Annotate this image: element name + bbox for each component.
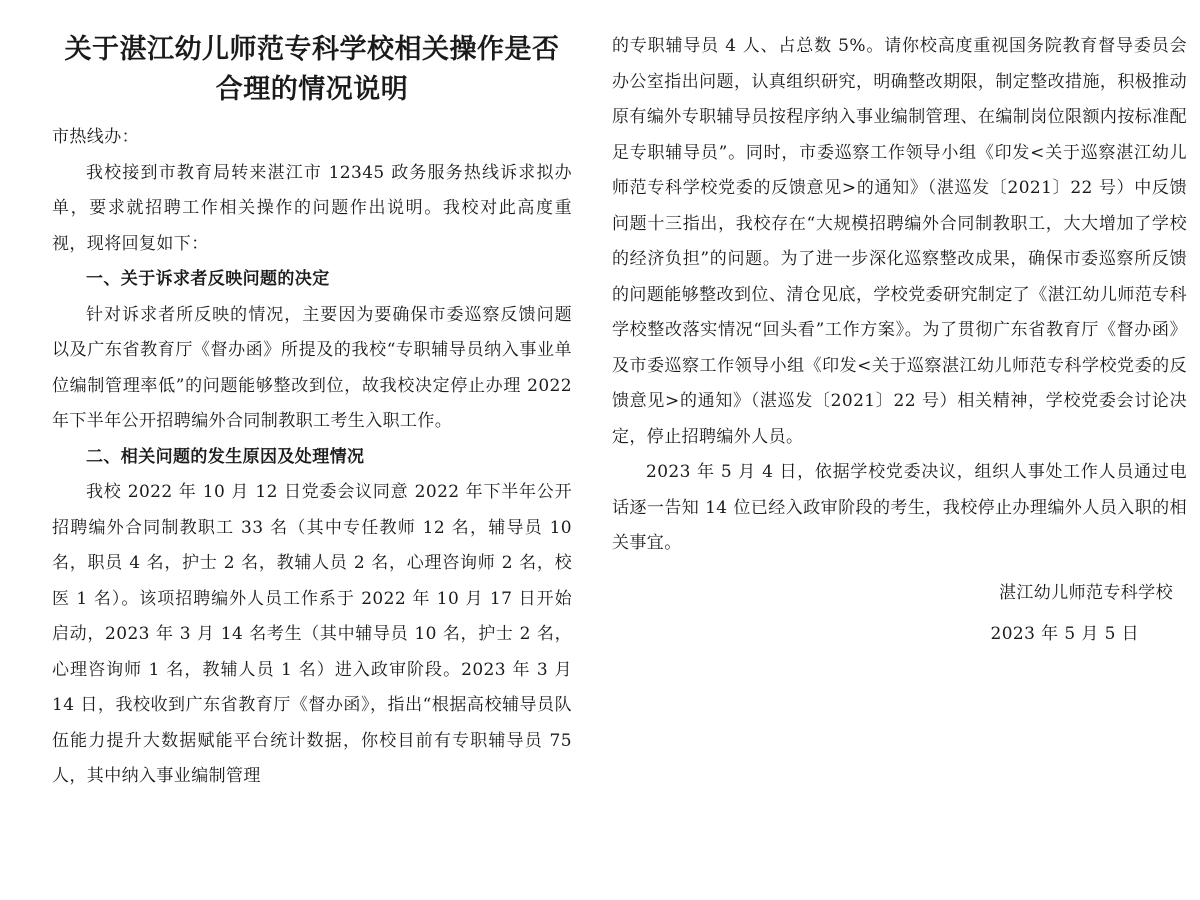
section-2-paragraph-part-2: 的专职辅导员 4 人、占总数 5%。请你校高度重视国务院教育督导委员会办公室指出问题，认真组织研究，明确整改期限，制定整改措施，积极推动原有编外专职辅导员按程序纳入事业编制管理、在编制岗位限额内按标准配足专职辅导员”。同时，市委巡察工作领导小组《印发<关于巡察湛江幼儿师范专科学校党委的反馈意见>的通知》（湛巡发〔2021〕22 号）中反馈问题十三指出，我校存在“大规模招聘编外合同制教职工，大大增加了学校的经济负担”的问题。为了进一步深化巡察整改成果，确保市委巡察所反馈的问题能够整改到位、清仓见底，学校党委研究制定了《湛江幼儿师范专科学校整改落实情况“回头看”工作方案》。为了贯彻广东省教育厅《督办函》及市委巡察工作领导小组《印发<关于巡察湛江幼儿师范专科学校党委的反馈意见>的通知》（湛巡发〔2021〕22 号）相关精神，学校党委会讨论决定，停止招聘编外人员。	[612, 36, 1187, 447]
salutation: 市热线办：	[52, 127, 139, 147]
closing-paragraph: 2023 年 5 月 4 日，依据学校党委决议，组织人事处工作人员通过电话逐一告知 14 位已经入政审阶段的考生，我校停止办理编外人员入职的相关事宜。	[612, 462, 1187, 553]
section-1-heading: 一、关于诉求者反映问题的决定	[86, 269, 330, 289]
intro-paragraph: 我校接到市教育局转来湛江市 12345 政务服务热线诉求拟办单，要求就招聘工作相关操作的问题作出说明。我校对此高度重视，现将回复如下：	[52, 162, 572, 254]
left-body	[52, 120, 572, 795]
right-column	[612, 0, 1187, 653]
title-line-1: 关于湛江幼儿师范专科学校相关操作是否	[64, 34, 560, 65]
signature-date: 2023 年 5 月 5 日	[990, 624, 1139, 644]
section-2-paragraph-part-1: 我校 2022 年 10 月 12 日党委会议同意 2022 年下半年公开招聘编外合同制教职工 33 名（其中专任教师 12 名，辅导员 10 名，职员 4 名，护士 2 名，教辅人员 2 名，心理咨询师 2 名，校医 1 名）。该项招聘编外人员工作系于 2022 年 10 月 17 日开始启动，2023 年 3 月 14 名考生（其中辅导员 10 名，护士 2 名，心理咨询师 1 名，教辅人员 1 名）进入政审阶段。2023 年 3 月 14 日，我校收到广东省教育厅《督办函》，指出“根据高校辅导员队伍能力提升大数据赋能平台统计数据，你校目前有专职辅导员 75 人，其中纳入事业编制管理	[52, 482, 572, 786]
document-title	[52, 0, 572, 110]
right-body	[612, 0, 1187, 653]
left-column	[52, 0, 572, 795]
section-2-heading: 二、相关问题的发生原因及处理情况	[86, 446, 365, 467]
title-line-2: 合理的情况说明	[215, 74, 409, 105]
signature-organization: 湛江幼儿师范专科学校	[999, 582, 1173, 603]
section-1-paragraph: 针对诉求者所反映的情况，主要因为要确保市委巡察反馈问题以及广东省教育厅《督办函》所提及的我校“专职辅导员纳入事业单位编制管理率低”的问题能够整改到位，故我校决定停止办理 2022 年下半年公开招聘编外合同制教职工考生入职工作。	[52, 304, 572, 431]
